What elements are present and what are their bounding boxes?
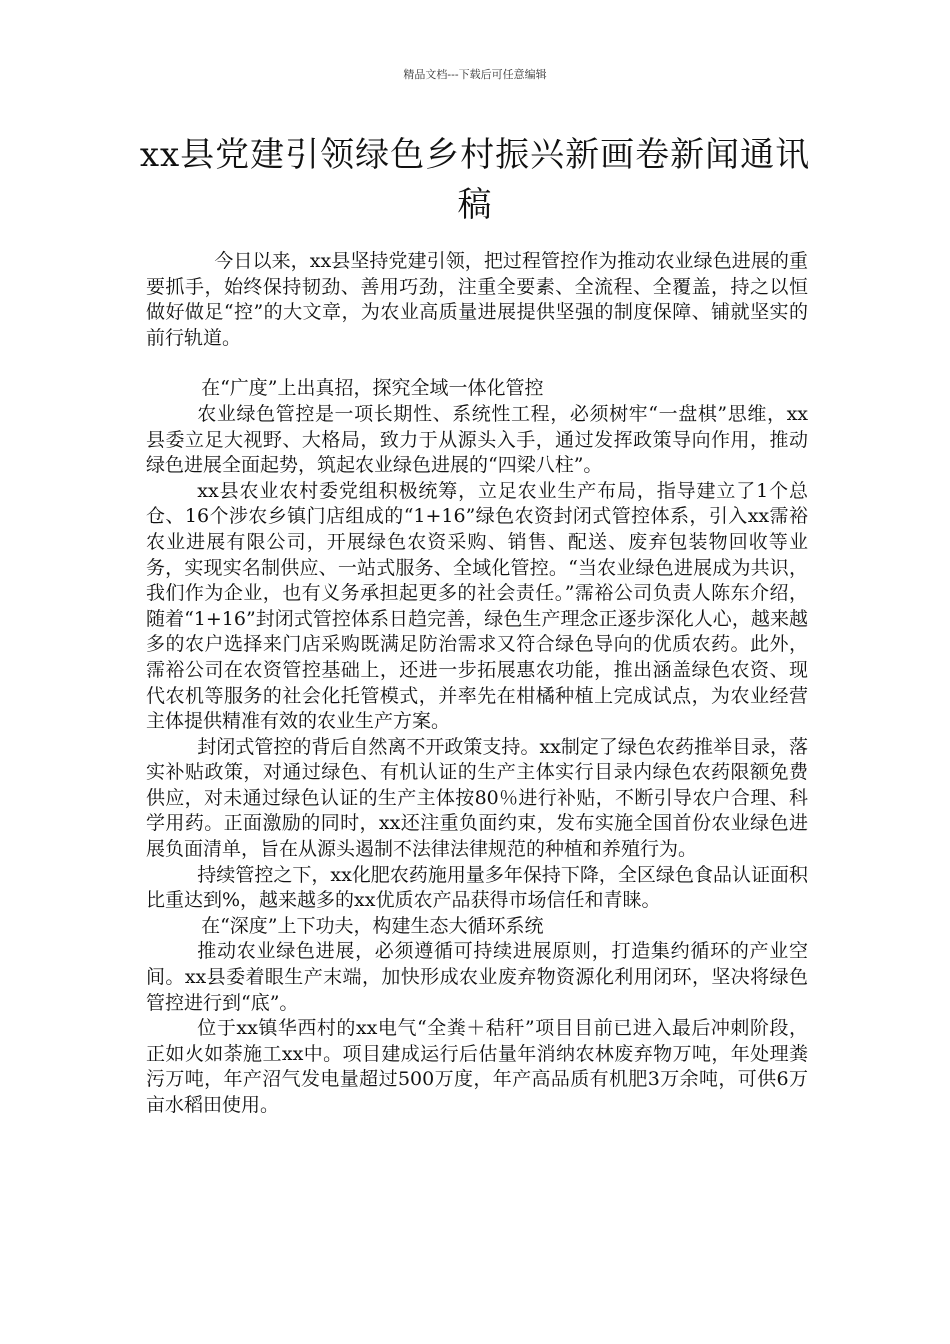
body-paragraph: xx县农业农村委党组积极统筹，立足农业生产布局，指导建立了1个总仓、16个涉农乡镇门店组成的“1+16”绿色农资封闭式管控体系，引入xx霈裕农业进展有限公司，开展绿色农资采购、销售、配送、废弃包装物回收等业务，实现实名制供应、一站式服务、全域化管控。“当农业绿色进展成为共识，我们作为企业，也有义务承担起更多的社会责任。”霈裕公司负责人陈东介绍，随着“1+16”封闭式管控体系日趋完善，绿色生产理念正逐步深化人心，越来越多的农户选择来门店采购既满足防治需求又符合绿色导向的优质农药。此外，霈裕公司在农资管控基础上，还进一步拓展惠农功能，推出涵盖绿色农资、现代农机等服务的社会化托管模式，并率先在柑橘种植上完成试点，为农业经营主体提供精准有效的农业生产方案。 bbox=[146, 479, 808, 733]
body-paragraph: 封闭式管控的背后自然离不开政策支持。xx制定了绿色农药推举目录，落实补贴政策，对通过绿色、有机认证的生产主体实行目录内绿色农药限额免费供应，对未通过绿色认证的生产主体按80％进行补贴，不断引导农户合理、科学用药。正面激励的同时，xx还注重负面约束，发布实施全国首份农业绿色进展负面清单，旨在从源头遏制不法律法律规范的种植和养殖行为。 bbox=[146, 735, 808, 861]
intro-paragraph: 今日以来，xx县坚持党建引领，把过程管控作为推动农业绿色进展的重要抓手，始终保持韧劲、善用巧劲，注重全要素、全流程、全覆盖，持之以恒做好做足“控”的大文章，为农业高质量进展提供坚强的制度保障、铺就坚实的前行轨道。 bbox=[146, 250, 808, 349]
body-paragraph: 位于xx镇华西村的xx电气“全粪＋秸秆”项目目前已进入最后冲刺阶段，正如火如荼施工xx中。项目建成运行后估量年消纳农林废弃物万吨，年处理粪污万吨，年产沼气发电量超过500万度，年产高品质有机肥3万余吨，可供6万亩水稻田使用。 bbox=[146, 1017, 808, 1116]
section-heading-depth: 在“深度”上下功夫，构建生态大循环系统 bbox=[201, 914, 544, 937]
section-heading-breadth: 在“广度”上出真招，探究全域一体化管控 bbox=[201, 377, 544, 400]
header-note: 精品文档---下载后可任意编辑 bbox=[403, 68, 547, 81]
body-paragraph: 农业绿色管控是一项长期性、系统性工程，必须树牢“一盘棋”思维，xx县委立足大视野、大格局，致力于从源头入手，通过发挥政策导向作用，推动绿色进展全面起势，筑起农业绿色进展的“四梁八柱”。 bbox=[146, 402, 808, 477]
body-paragraph: 持续管控之下，xx化肥农药施用量多年保持下降，全区绿色食品认证面积比重达到%，越来越多的xx优质农产品获得市场信任和青睐。 bbox=[146, 863, 808, 912]
body-paragraph: 推动农业绿色进展，必须遵循可持续进展原则，打造集约循环的产业空间。xx县委着眼生产末端，加快形成农业废弃物资源化利用闭环，坚决将绿色管控进行到“底”。 bbox=[146, 940, 808, 1014]
article-body bbox=[146, 249, 808, 1119]
document-title: xx县党建引领绿色乡村振兴新画卷新闻通讯稿 bbox=[139, 135, 811, 225]
paragraph-spacer bbox=[146, 351, 808, 376]
